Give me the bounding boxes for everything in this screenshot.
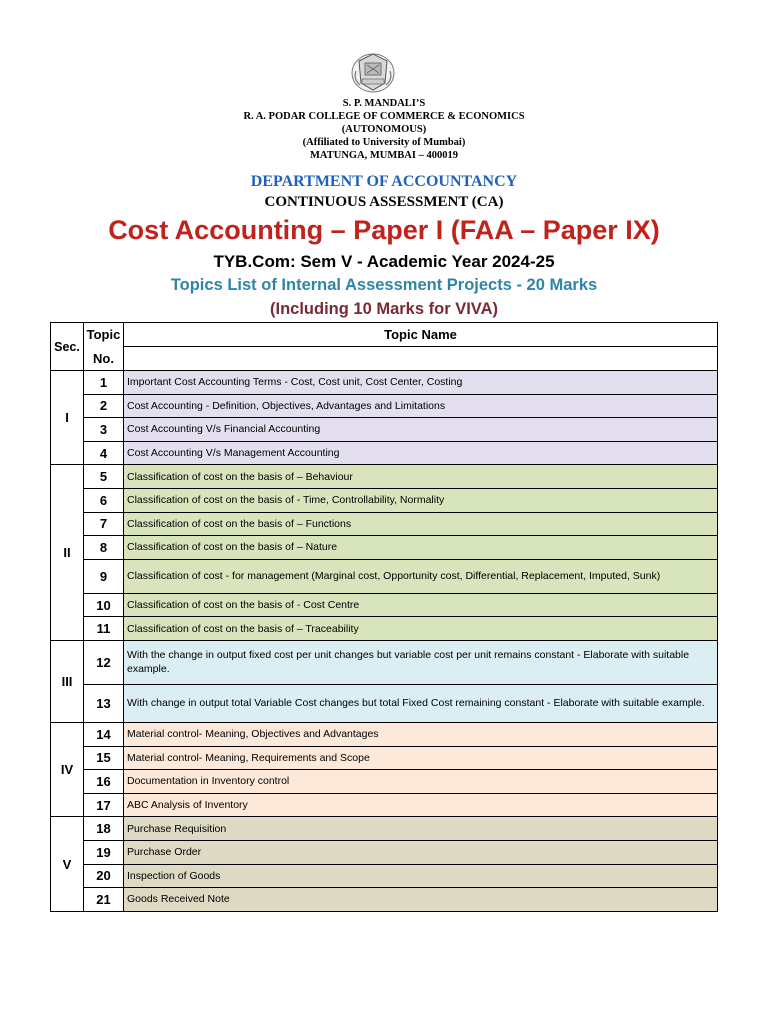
college-emblem-logo [350, 49, 396, 95]
topic-number: 4 [84, 441, 124, 465]
topic-number: 1 [84, 371, 124, 395]
topic-number: 13 [84, 684, 124, 722]
topic-number: 9 [84, 559, 124, 593]
table-row [51, 418, 718, 442]
topic-number: 21 [84, 888, 124, 912]
college-line: (Affiliated to University of Mumbai) [302, 137, 466, 148]
table-row [51, 722, 718, 746]
table-row [51, 536, 718, 560]
semester-heading: TYB.Com: Sem V - Academic Year 2024-25 [213, 252, 555, 271]
table-row [51, 394, 718, 418]
topic-name: With the change in output fixed cost per unit changes but variable cost per unit remains constant - Elaborate with suitable example. [124, 640, 718, 684]
topic-number: 10 [84, 593, 124, 617]
college-line: S. P. MANDALI’S [342, 98, 426, 109]
table-row [51, 465, 718, 489]
topic-name: Classification of cost on the basis of – Traceability [124, 617, 718, 641]
table-row [51, 512, 718, 536]
topic-name: Classification of cost on the basis of - Cost Centre [124, 593, 718, 617]
section-label: II [51, 465, 84, 641]
topic-number: 15 [84, 746, 124, 770]
table-row [51, 559, 718, 593]
table-row [51, 441, 718, 465]
topic-number: 17 [84, 793, 124, 817]
topic-number: 19 [84, 840, 124, 864]
topic-name: Material control- Meaning, Objectives and Advantages [124, 722, 718, 746]
college-line: (AUTONOMOUS) [341, 124, 427, 135]
topic-name: Material control- Meaning, Requirements and Scope [124, 746, 718, 770]
section-label: I [51, 371, 84, 465]
section-label: III [51, 640, 84, 722]
topic-name: With change in output total Variable Cost changes but total Fixed Cost remaining constant - Elaborate with suitable example. [124, 684, 718, 722]
topic-number: 20 [84, 864, 124, 888]
table-row [51, 817, 718, 841]
topic-name: Goods Received Note [124, 888, 718, 912]
topic-name: ABC Analysis of Inventory [124, 793, 718, 817]
section-label: IV [51, 722, 84, 816]
topic-name: Classification of cost on the basis of - Time, Controllability, Normality [124, 488, 718, 512]
table-row [51, 746, 718, 770]
assessment-heading: CONTINUOUS ASSESSMENT (CA) [264, 194, 504, 210]
table-row [51, 488, 718, 512]
paper-title: Cost Accounting – Paper I (FAA – Paper IX) [108, 215, 660, 245]
topic-name: Cost Accounting V/s Management Accounting [124, 441, 718, 465]
table-row [51, 793, 718, 817]
topic-number: 14 [84, 722, 124, 746]
header-topic: Topic [84, 323, 124, 347]
viva-note: (Including 10 Marks for VIVA) [270, 300, 498, 318]
topic-number: 2 [84, 394, 124, 418]
table-row [51, 371, 718, 395]
table-row [51, 770, 718, 794]
table-row [51, 617, 718, 641]
topic-name: Classification of cost on the basis of – Nature [124, 536, 718, 560]
topic-name: Cost Accounting V/s Financial Accounting [124, 418, 718, 442]
topic-name: Documentation in Inventory control [124, 770, 718, 794]
topic-number: 18 [84, 817, 124, 841]
topic-number: 5 [84, 465, 124, 489]
topics-list-heading: Topics List of Internal Assessment Projects - 20 Marks [170, 276, 598, 294]
topic-number: 8 [84, 536, 124, 560]
table-row [51, 684, 718, 722]
department-heading: DEPARTMENT OF ACCOUNTANCY [250, 173, 518, 190]
topic-number: 12 [84, 640, 124, 684]
topic-name: Classification of cost on the basis of – Functions [124, 512, 718, 536]
topic-number: 16 [84, 770, 124, 794]
table-row [51, 840, 718, 864]
header-no: No. [84, 347, 124, 371]
table-row [51, 864, 718, 888]
college-line: MATUNGA, MUMBAI – 400019 [310, 150, 458, 161]
topics-table [50, 322, 718, 912]
header-section: Sec. [51, 323, 84, 371]
topic-name: Cost Accounting - Definition, Objectives, Advantages and Limitations [124, 394, 718, 418]
college-line: R. A. PODAR COLLEGE OF COMMERCE & ECONOMICS [243, 111, 525, 122]
topic-number: 11 [84, 617, 124, 641]
section-label: V [51, 817, 84, 911]
topic-name: Classification of cost - for management (Marginal cost, Opportunity cost, Differential, Replacement, Imputed, Sunk) [124, 559, 718, 593]
college-address-block [0, 97, 768, 162]
header-topic-name: Topic Name [124, 323, 718, 347]
topic-number: 7 [84, 512, 124, 536]
header-blank-cell [124, 347, 718, 371]
topic-number: 6 [84, 488, 124, 512]
topic-name: Classification of cost on the basis of – Behaviour [124, 465, 718, 489]
table-row [51, 593, 718, 617]
topic-number: 3 [84, 418, 124, 442]
topic-name: Inspection of Goods [124, 864, 718, 888]
topic-name: Important Cost Accounting Terms - Cost, Cost unit, Cost Center, Costing [124, 371, 718, 395]
table-row [51, 640, 718, 684]
topic-name: Purchase Order [124, 840, 718, 864]
topic-name: Purchase Requisition [124, 817, 718, 841]
table-row [51, 888, 718, 912]
